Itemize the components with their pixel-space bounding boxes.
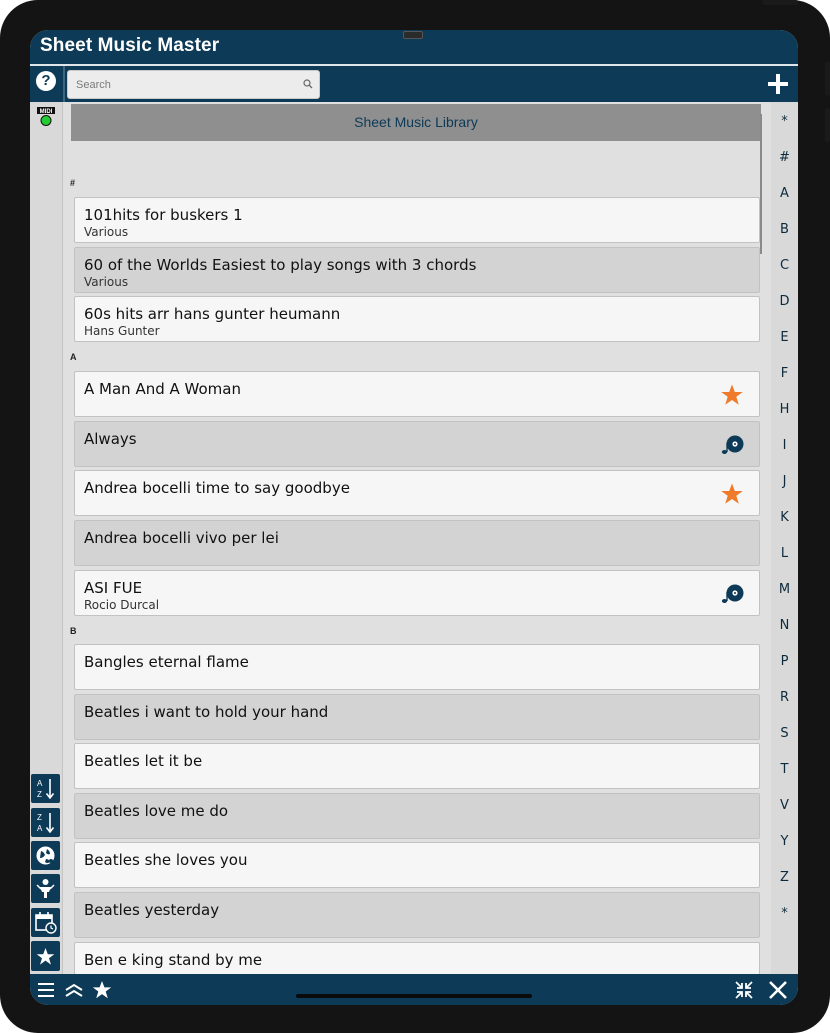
scrollbar[interactable]	[760, 114, 762, 254]
close-icon[interactable]	[767, 979, 789, 1001]
menu-icon[interactable]	[35, 979, 57, 1001]
list-item[interactable]	[74, 470, 760, 516]
item-title: Andrea bocelli vivo per lei	[84, 529, 279, 547]
add-icon[interactable]	[766, 72, 790, 96]
chevron-double-up-icon[interactable]	[63, 979, 85, 1001]
item-title: 60s hits arr hans gunter heumann	[84, 305, 341, 323]
item-title: Beatles let it be	[84, 752, 203, 770]
library-panel	[69, 102, 771, 974]
list-item[interactable]	[74, 892, 760, 938]
volume-up-button	[825, 62, 830, 96]
alpha-index-letter[interactable]: *	[781, 906, 788, 921]
volume-down-button	[825, 108, 830, 142]
genre-button[interactable]	[31, 841, 60, 870]
alpha-index-letter[interactable]: D	[779, 294, 790, 309]
alpha-index-letter[interactable]: M	[778, 582, 791, 597]
item-title: Andrea bocelli time to say goodbye	[84, 479, 350, 497]
recent-button[interactable]	[31, 908, 60, 937]
list-item[interactable]	[74, 197, 760, 243]
svg-text:MIDI: MIDI	[39, 109, 53, 115]
item-subtitle: Rocio Durcal	[84, 598, 160, 612]
composer-button[interactable]	[31, 874, 60, 903]
svg-text:A: A	[37, 824, 43, 833]
alpha-index-letter[interactable]: V	[780, 798, 789, 813]
star-icon[interactable]	[720, 482, 744, 506]
list-item[interactable]	[74, 842, 760, 888]
item-title: Beatles i want to hold your hand	[84, 703, 329, 721]
search-input[interactable]	[68, 71, 296, 98]
svg-text:Z: Z	[37, 790, 42, 799]
calendar-icon	[31, 908, 60, 937]
library-header: Sheet Music Library	[71, 104, 761, 141]
screen	[30, 30, 798, 1005]
list-item[interactable]	[74, 570, 760, 616]
help-button[interactable]: ?	[36, 71, 56, 91]
svg-text:A: A	[37, 779, 43, 788]
list-item[interactable]	[74, 247, 760, 293]
alpha-index-letter[interactable]: E	[780, 330, 789, 345]
toolbar-separator	[63, 66, 65, 102]
conductor-icon	[31, 874, 60, 903]
item-title: 101hits for buskers 1	[84, 206, 243, 224]
list-item[interactable]	[74, 371, 760, 417]
power-button	[762, 0, 798, 5]
item-title: Beatles she loves you	[84, 851, 248, 869]
globe-music-icon	[31, 841, 60, 870]
toolbar	[30, 66, 798, 102]
list-item[interactable]	[74, 942, 760, 974]
alpha-index-letter[interactable]: N	[779, 618, 790, 633]
alpha-index-letter[interactable]: K	[780, 510, 789, 525]
left-rail	[30, 102, 63, 974]
alpha-index-letter[interactable]: J	[782, 474, 787, 489]
sort-za-icon	[31, 808, 60, 837]
item-title: A Man And A Woman	[84, 380, 241, 398]
collapse-icon[interactable]	[733, 979, 755, 1001]
item-title: Beatles love me do	[84, 802, 229, 820]
section-label-b: B	[70, 626, 77, 636]
home-indicator[interactable]	[296, 994, 532, 998]
section-label-hash: #	[70, 178, 76, 188]
svg-text:Z: Z	[37, 813, 42, 822]
app-title: Sheet Music Master	[40, 35, 220, 56]
camera	[403, 31, 423, 39]
sort-za-button[interactable]	[31, 808, 60, 837]
alpha-index-letter[interactable]: Z	[780, 870, 789, 885]
section-label-a: A	[70, 352, 77, 362]
alpha-index-letter[interactable]: R	[779, 690, 790, 705]
midi-status-icon[interactable]	[37, 107, 55, 127]
item-title: Ben e king stand by me	[84, 951, 263, 969]
alphabet-index	[771, 102, 798, 974]
list-item[interactable]	[74, 644, 760, 690]
item-title: 60 of the Worlds Easiest to play songs with 3 chords	[84, 256, 477, 274]
search-box	[67, 70, 320, 99]
alpha-index-letter[interactable]: H	[779, 402, 790, 417]
favorites-button[interactable]	[31, 943, 60, 971]
item-subtitle: Various	[84, 225, 129, 239]
music-disc-icon[interactable]	[720, 433, 744, 457]
favorites-star-icon[interactable]	[91, 979, 113, 1001]
alpha-index-letter[interactable]: Y	[780, 834, 789, 849]
sort-az-button[interactable]	[31, 774, 60, 803]
alpha-index-letter[interactable]: C	[779, 258, 790, 273]
item-title: ASI FUE	[84, 579, 143, 597]
item-subtitle: Hans Gunter	[84, 324, 160, 338]
sort-az-icon	[31, 774, 60, 803]
alpha-index-letter[interactable]: L	[780, 546, 789, 561]
alpha-index-letter[interactable]: F	[780, 366, 789, 381]
alpha-index-letter[interactable]: T	[780, 762, 789, 777]
alpha-index-letter[interactable]: P	[780, 654, 789, 669]
search-icon[interactable]	[302, 78, 314, 90]
alpha-index-letter[interactable]: I	[782, 438, 787, 453]
list-item[interactable]	[74, 694, 760, 740]
alpha-index-letter[interactable]: *	[781, 114, 788, 129]
alpha-index-letter[interactable]: #	[779, 150, 790, 165]
list-item[interactable]	[74, 793, 760, 839]
list-item[interactable]	[74, 296, 760, 342]
music-disc-icon[interactable]	[720, 582, 744, 606]
bottom-bar	[30, 974, 798, 1005]
alpha-index-letter[interactable]: B	[780, 222, 789, 237]
alpha-index-letter[interactable]: A	[780, 186, 789, 201]
item-title: Always	[84, 430, 137, 448]
item-title: Bangles eternal flame	[84, 653, 249, 671]
list-item[interactable]	[74, 421, 760, 467]
alpha-index-letter[interactable]: S	[780, 726, 789, 741]
list-item[interactable]	[74, 520, 760, 566]
list-item[interactable]	[74, 743, 760, 789]
item-title: Beatles yesterday	[84, 901, 220, 919]
item-subtitle: Various	[84, 275, 129, 289]
star-icon[interactable]	[720, 383, 744, 407]
star-icon	[31, 943, 60, 972]
